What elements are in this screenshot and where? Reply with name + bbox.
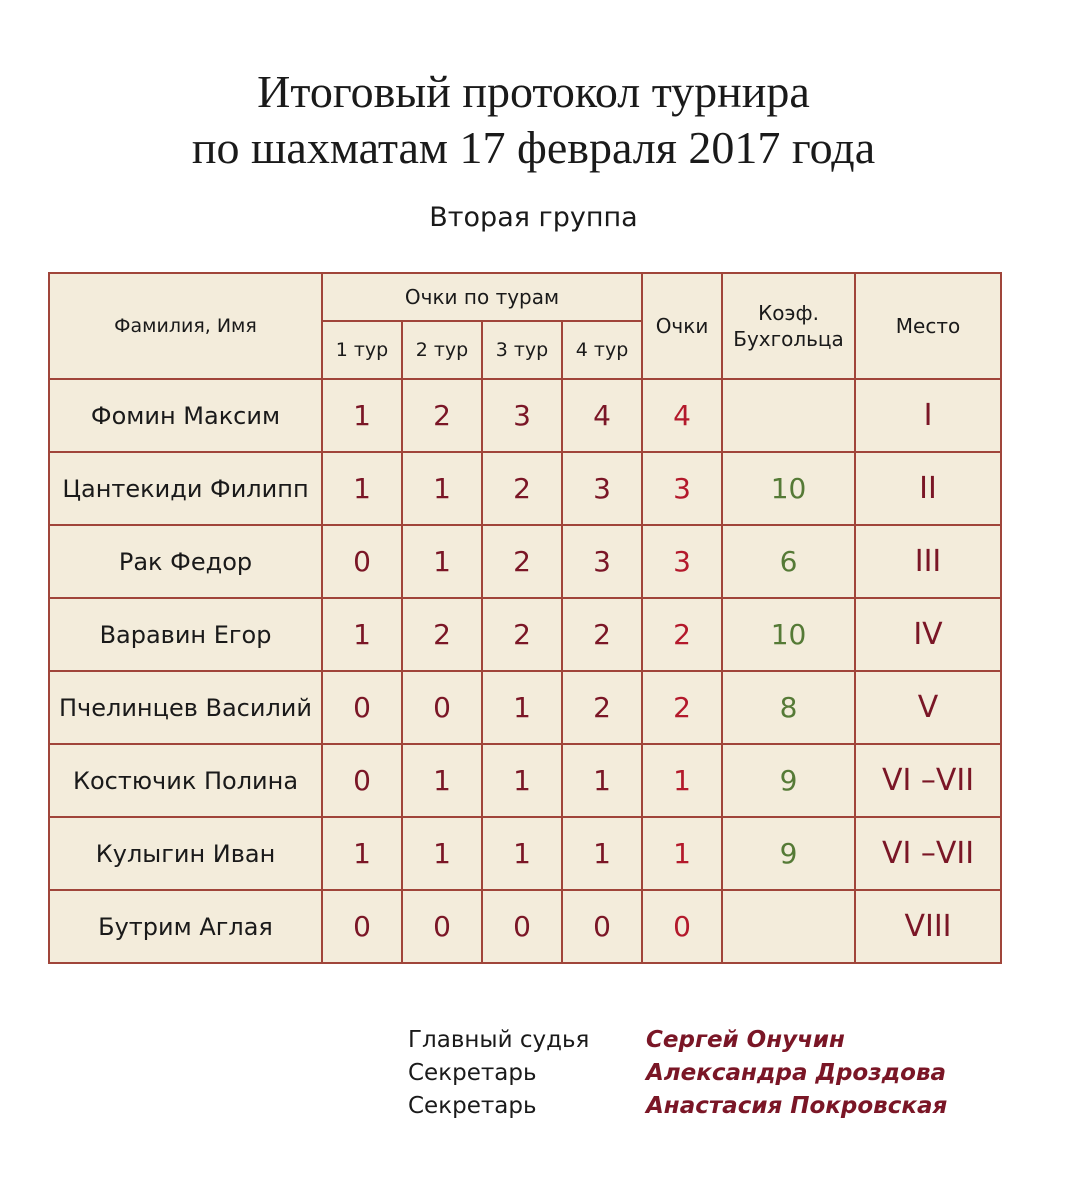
- place: VIII: [855, 890, 1001, 963]
- header-rounds-group: Очки по турам: [322, 273, 642, 321]
- buchholz-coefficient: 6: [722, 525, 855, 598]
- signature-person: Сергей Онучин: [646, 1027, 845, 1053]
- player-name: Рак Федор: [49, 525, 322, 598]
- round-3-score: 0: [482, 890, 562, 963]
- round-2-score: 1: [402, 452, 482, 525]
- round-3-score: 1: [482, 817, 562, 890]
- results-table: [48, 272, 1002, 964]
- signature-row-secretary: [408, 1090, 1008, 1123]
- player-name: Варавин Егор: [49, 598, 322, 671]
- signature-row-secretary: [408, 1057, 1008, 1090]
- place: I: [855, 379, 1001, 452]
- round-1-score: 1: [322, 598, 402, 671]
- total-points: 3: [642, 452, 722, 525]
- header-name: Фамилия, Имя: [49, 273, 322, 379]
- signature-role: Секретарь: [408, 1093, 537, 1119]
- total-points: 4: [642, 379, 722, 452]
- round-4-score: 2: [562, 598, 642, 671]
- round-2-score: 1: [402, 817, 482, 890]
- total-points: 1: [642, 744, 722, 817]
- header-place: Место: [855, 273, 1001, 379]
- round-1-score: 1: [322, 379, 402, 452]
- signature-role: Главный судья: [408, 1027, 590, 1053]
- round-2-score: 0: [402, 671, 482, 744]
- round-1-score: 1: [322, 452, 402, 525]
- buchholz-coefficient: 9: [722, 817, 855, 890]
- round-4-score: 4: [562, 379, 642, 452]
- buchholz-coefficient: 8: [722, 671, 855, 744]
- round-4-score: 1: [562, 817, 642, 890]
- signature-row-chief-judge: [408, 1024, 1008, 1057]
- signatures-block: [408, 1024, 1008, 1123]
- player-name: Фомин Максим: [49, 379, 322, 452]
- player-name: Бутрим Аглая: [49, 890, 322, 963]
- table-row: [49, 452, 1001, 525]
- page-title: [0, 64, 1067, 176]
- place: V: [855, 671, 1001, 744]
- place: IV: [855, 598, 1001, 671]
- title-line-2: по шахматам 17 февраля 2017 года: [191, 122, 876, 173]
- round-4-score: 2: [562, 671, 642, 744]
- header-round-1: 1 тур: [322, 321, 402, 379]
- round-3-score: 2: [482, 598, 562, 671]
- round-4-score: 1: [562, 744, 642, 817]
- place: VI –VII: [855, 744, 1001, 817]
- header-round-3: 3 тур: [482, 321, 562, 379]
- buchholz-coefficient: 10: [722, 452, 855, 525]
- table-row: [49, 890, 1001, 963]
- signature-person: Анастасия Покровская: [646, 1093, 948, 1119]
- player-name: Костючик Полина: [49, 744, 322, 817]
- header-buchholz-line-2: Бухгольца: [733, 327, 844, 351]
- buchholz-coefficient: [722, 890, 855, 963]
- round-1-score: 0: [322, 671, 402, 744]
- table-row: [49, 598, 1001, 671]
- table-row: [49, 379, 1001, 452]
- header-round-2: 2 тур: [402, 321, 482, 379]
- player-name: Цантекиди Филипп: [49, 452, 322, 525]
- total-points: 3: [642, 525, 722, 598]
- table-row: [49, 525, 1001, 598]
- group-subtitle: Вторая группа: [429, 202, 638, 233]
- total-points: 1: [642, 817, 722, 890]
- table-row: [49, 817, 1001, 890]
- round-4-score: 3: [562, 525, 642, 598]
- total-points: 2: [642, 598, 722, 671]
- round-3-score: 3: [482, 379, 562, 452]
- player-name: Кулыгин Иван: [49, 817, 322, 890]
- table-row: [49, 671, 1001, 744]
- round-4-score: 0: [562, 890, 642, 963]
- round-2-score: 2: [402, 598, 482, 671]
- signature-role: Секретарь: [408, 1060, 537, 1086]
- round-1-score: 1: [322, 817, 402, 890]
- round-2-score: 0: [402, 890, 482, 963]
- buchholz-coefficient: 10: [722, 598, 855, 671]
- round-3-score: 2: [482, 525, 562, 598]
- round-3-score: 1: [482, 744, 562, 817]
- place: VI –VII: [855, 817, 1001, 890]
- round-2-score: 1: [402, 525, 482, 598]
- round-1-score: 0: [322, 890, 402, 963]
- header-round-4: 4 тур: [562, 321, 642, 379]
- signature-person: Александра Дроздова: [646, 1060, 947, 1086]
- header-buchholz: [722, 273, 855, 379]
- place: III: [855, 525, 1001, 598]
- round-2-score: 1: [402, 744, 482, 817]
- buchholz-coefficient: 9: [722, 744, 855, 817]
- round-3-score: 2: [482, 452, 562, 525]
- round-1-score: 0: [322, 744, 402, 817]
- round-2-score: 2: [402, 379, 482, 452]
- header-buchholz-line-1: Коэф.: [758, 301, 819, 325]
- total-points: 0: [642, 890, 722, 963]
- total-points: 2: [642, 671, 722, 744]
- round-3-score: 1: [482, 671, 562, 744]
- buchholz-coefficient: [722, 379, 855, 452]
- round-4-score: 3: [562, 452, 642, 525]
- title-line-1: Итоговый протокол турнира: [257, 66, 810, 117]
- round-1-score: 0: [322, 525, 402, 598]
- place: II: [855, 452, 1001, 525]
- player-name: Пчелинцев Василий: [49, 671, 322, 744]
- header-points: Очки: [642, 273, 722, 379]
- table-row: [49, 744, 1001, 817]
